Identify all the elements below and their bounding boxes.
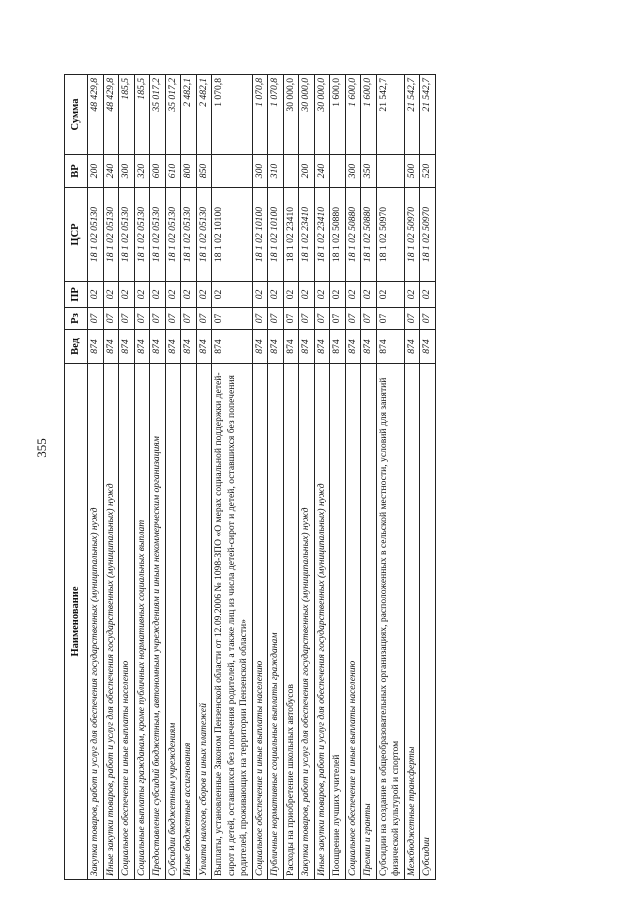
cell-sum: 1 600,0 (345, 75, 361, 155)
cell-csr: 18 1 02 50970 (420, 188, 436, 282)
cell-csr: 18 1 02 23410 (314, 188, 330, 282)
table-header-row (65, 75, 88, 880)
cell-rz: 07 (314, 308, 330, 330)
table-row (252, 75, 268, 880)
cell-sum: 2 482,1 (196, 75, 212, 155)
table-row (165, 75, 181, 880)
rotated-page (64, 75, 552, 880)
cell-vr: 300 (345, 155, 361, 188)
cell-rz: 07 (252, 308, 268, 330)
cell-rz: 07 (103, 308, 119, 330)
cell-name: Иные закупки товаров, работ и услуг для обеспечения государственных (муниципальных) нужд (103, 364, 119, 880)
page-number: 355 (34, 438, 49, 458)
cell-pr: 02 (165, 282, 181, 308)
cell-rz: 07 (376, 308, 404, 330)
cell-vr: 520 (420, 155, 436, 188)
cell-pr: 02 (283, 282, 299, 308)
cell-ved: 874 (361, 330, 377, 364)
cell-pr: 02 (196, 282, 212, 308)
cell-sum: 1 070,8 (252, 75, 268, 155)
cell-pr: 02 (420, 282, 436, 308)
cell-csr: 18 1 02 05130 (134, 188, 150, 282)
header-csr: ЦСР (65, 188, 88, 282)
cell-name: Социальные выплаты гражданам, кроме публичных нормативных социальных выплат (134, 364, 150, 880)
cell-pr: 02 (404, 282, 420, 308)
cell-csr: 18 1 02 10100 (268, 188, 284, 282)
cell-name: Социальное обеспечение и иные выплаты населению (119, 364, 135, 880)
cell-rz: 07 (283, 308, 299, 330)
cell-rz: 07 (88, 308, 104, 330)
cell-ved: 874 (252, 330, 268, 364)
cell-vr: 850 (196, 155, 212, 188)
cell-sum: 21 542,7 (420, 75, 436, 155)
cell-sum: 21 542,7 (404, 75, 420, 155)
cell-name: Субсидии бюджетным учреждениям (165, 364, 181, 880)
cell-name: Закупка товаров, работ и услуг для обеспечения государственных (муниципальных) нужд (88, 364, 104, 880)
cell-vr: 200 (299, 155, 315, 188)
header-sum: Сумма (65, 75, 88, 155)
cell-name: Выплаты, установленные Законом Пензенской области от 12.09.2006 № 1098-ЗПО «О мерах социальной поддержки детей-сирот и детей, оставшихся без попечения родителей, а также лиц из числа детей-сирот и детей, оставшихся без попечения родителей, проживающих на территории Пензенской области» (212, 364, 253, 880)
cell-rz: 07 (134, 308, 150, 330)
cell-vr (283, 155, 299, 188)
cell-rz: 07 (330, 308, 346, 330)
cell-ved: 874 (345, 330, 361, 364)
cell-pr: 02 (361, 282, 377, 308)
cell-rz: 07 (119, 308, 135, 330)
cell-rz: 07 (345, 308, 361, 330)
cell-name: Предоставление субсидий бюджетным, автономным учреждениям и иным некоммерческим организациям (150, 364, 166, 880)
table-row (134, 75, 150, 880)
cell-vr: 500 (404, 155, 420, 188)
cell-rz: 07 (196, 308, 212, 330)
cell-ved: 874 (404, 330, 420, 364)
cell-sum: 1 070,8 (212, 75, 253, 155)
cell-ved: 874 (88, 330, 104, 364)
cell-sum: 48 429,8 (88, 75, 104, 155)
header-pr: ПР (65, 282, 88, 308)
cell-ved: 874 (420, 330, 436, 364)
cell-ved: 874 (181, 330, 197, 364)
cell-sum: 35 017,2 (165, 75, 181, 155)
table-row (420, 75, 436, 880)
cell-sum: 30 000,0 (314, 75, 330, 155)
cell-pr: 02 (299, 282, 315, 308)
budget-table (64, 74, 436, 880)
table-row (345, 75, 361, 880)
header-ved: Вед (65, 330, 88, 364)
cell-name: Расходы на приобретение школьных автобусов (283, 364, 299, 880)
table-row (376, 75, 404, 880)
cell-name: Премии и гранты (361, 364, 377, 880)
cell-pr: 02 (103, 282, 119, 308)
table-row (212, 75, 253, 880)
cell-name: Иные закупки товаров, работ и услуг для обеспечения государственных (муниципальных) нужд (314, 364, 330, 880)
cell-csr: 18 1 02 50880 (330, 188, 346, 282)
cell-name: Публичные нормативные социальные выплаты гражданам (268, 364, 284, 880)
cell-sum: 1 600,0 (361, 75, 377, 155)
cell-rz: 07 (181, 308, 197, 330)
header-vr: ВР (65, 155, 88, 188)
cell-ved: 874 (330, 330, 346, 364)
cell-ved: 874 (283, 330, 299, 364)
table-row (314, 75, 330, 880)
cell-vr (330, 155, 346, 188)
cell-vr: 240 (314, 155, 330, 188)
cell-rz: 07 (404, 308, 420, 330)
cell-vr (212, 155, 253, 188)
cell-rz: 07 (299, 308, 315, 330)
cell-sum: 185,5 (119, 75, 135, 155)
table-row (283, 75, 299, 880)
cell-pr: 02 (134, 282, 150, 308)
cell-ved: 874 (268, 330, 284, 364)
cell-name: Закупка товаров, работ и услуг для обеспечения государственных (муниципальных) нужд (299, 364, 315, 880)
cell-rz: 07 (150, 308, 166, 330)
cell-sum: 1 070,8 (268, 75, 284, 155)
cell-rz: 07 (361, 308, 377, 330)
cell-name: Социальное обеспечение и иные выплаты населению (252, 364, 268, 880)
cell-csr: 18 1 02 05130 (119, 188, 135, 282)
table-row (150, 75, 166, 880)
cell-name: Субсидии на создание в общеобразовательных организациях, расположенных в сельской местности, условий для занятий физической культурой и спортом (376, 364, 404, 880)
cell-ved: 874 (119, 330, 135, 364)
cell-pr: 02 (181, 282, 197, 308)
cell-pr: 02 (150, 282, 166, 308)
cell-csr: 18 1 02 05130 (181, 188, 197, 282)
cell-csr: 18 1 02 23410 (299, 188, 315, 282)
cell-ved: 874 (314, 330, 330, 364)
cell-vr: 300 (119, 155, 135, 188)
table-row (181, 75, 197, 880)
cell-sum: 1 600,0 (330, 75, 346, 155)
cell-csr: 18 1 02 50880 (361, 188, 377, 282)
cell-csr: 18 1 02 10100 (252, 188, 268, 282)
cell-sum: 48 429,8 (103, 75, 119, 155)
cell-vr: 320 (134, 155, 150, 188)
cell-csr: 18 1 02 05130 (196, 188, 212, 282)
table-row (299, 75, 315, 880)
cell-ved: 874 (376, 330, 404, 364)
cell-name: Субсидии (420, 364, 436, 880)
cell-pr: 02 (314, 282, 330, 308)
cell-ved: 874 (150, 330, 166, 364)
cell-csr: 18 1 02 05130 (88, 188, 104, 282)
cell-rz: 07 (165, 308, 181, 330)
cell-csr: 18 1 02 05130 (165, 188, 181, 282)
table-row (119, 75, 135, 880)
table-row (103, 75, 119, 880)
cell-name: Социальное обеспечение и иные выплаты населению (345, 364, 361, 880)
cell-csr: 18 1 02 50880 (345, 188, 361, 282)
cell-name: Уплата налогов, сборов и иных платежей (196, 364, 212, 880)
cell-vr: 300 (252, 155, 268, 188)
cell-ved: 874 (299, 330, 315, 364)
cell-vr: 610 (165, 155, 181, 188)
cell-csr: 18 1 02 10100 (212, 188, 253, 282)
cell-csr: 18 1 02 23410 (283, 188, 299, 282)
cell-rz: 07 (212, 308, 253, 330)
header-name: Наименование (65, 364, 88, 880)
cell-sum: 185,5 (134, 75, 150, 155)
cell-vr (376, 155, 404, 188)
cell-vr: 240 (103, 155, 119, 188)
cell-sum: 30 000,0 (283, 75, 299, 155)
cell-pr: 02 (330, 282, 346, 308)
table-row (330, 75, 346, 880)
cell-vr: 200 (88, 155, 104, 188)
cell-ved: 874 (165, 330, 181, 364)
table-row (361, 75, 377, 880)
table-row (88, 75, 104, 880)
cell-sum: 21 542,7 (376, 75, 404, 155)
cell-csr: 18 1 02 50970 (404, 188, 420, 282)
cell-vr: 600 (150, 155, 166, 188)
cell-name: Поощрение лучших учителей (330, 364, 346, 880)
table-body (88, 75, 436, 880)
cell-pr: 02 (252, 282, 268, 308)
cell-pr: 02 (376, 282, 404, 308)
cell-pr: 02 (268, 282, 284, 308)
cell-vr: 350 (361, 155, 377, 188)
cell-sum: 2 482,1 (181, 75, 197, 155)
header-rz: Рз (65, 308, 88, 330)
table-row (196, 75, 212, 880)
cell-vr: 800 (181, 155, 197, 188)
cell-name: Иные бюджетные ассигнования (181, 364, 197, 880)
cell-rz: 07 (268, 308, 284, 330)
cell-ved: 874 (103, 330, 119, 364)
cell-pr: 02 (212, 282, 253, 308)
cell-csr: 18 1 02 05130 (150, 188, 166, 282)
cell-ved: 874 (196, 330, 212, 364)
cell-csr: 18 1 02 50970 (376, 188, 404, 282)
cell-vr: 310 (268, 155, 284, 188)
cell-ved: 874 (212, 330, 253, 364)
cell-name: Межбюджетные трансферты (404, 364, 420, 880)
cell-pr: 02 (88, 282, 104, 308)
cell-pr: 02 (119, 282, 135, 308)
cell-sum: 30 000,0 (299, 75, 315, 155)
table-row (404, 75, 420, 880)
table-row (268, 75, 284, 880)
cell-ved: 874 (134, 330, 150, 364)
cell-pr: 02 (345, 282, 361, 308)
cell-csr: 18 1 02 05130 (103, 188, 119, 282)
cell-rz: 07 (420, 308, 436, 330)
cell-sum: 35 017,2 (150, 75, 166, 155)
